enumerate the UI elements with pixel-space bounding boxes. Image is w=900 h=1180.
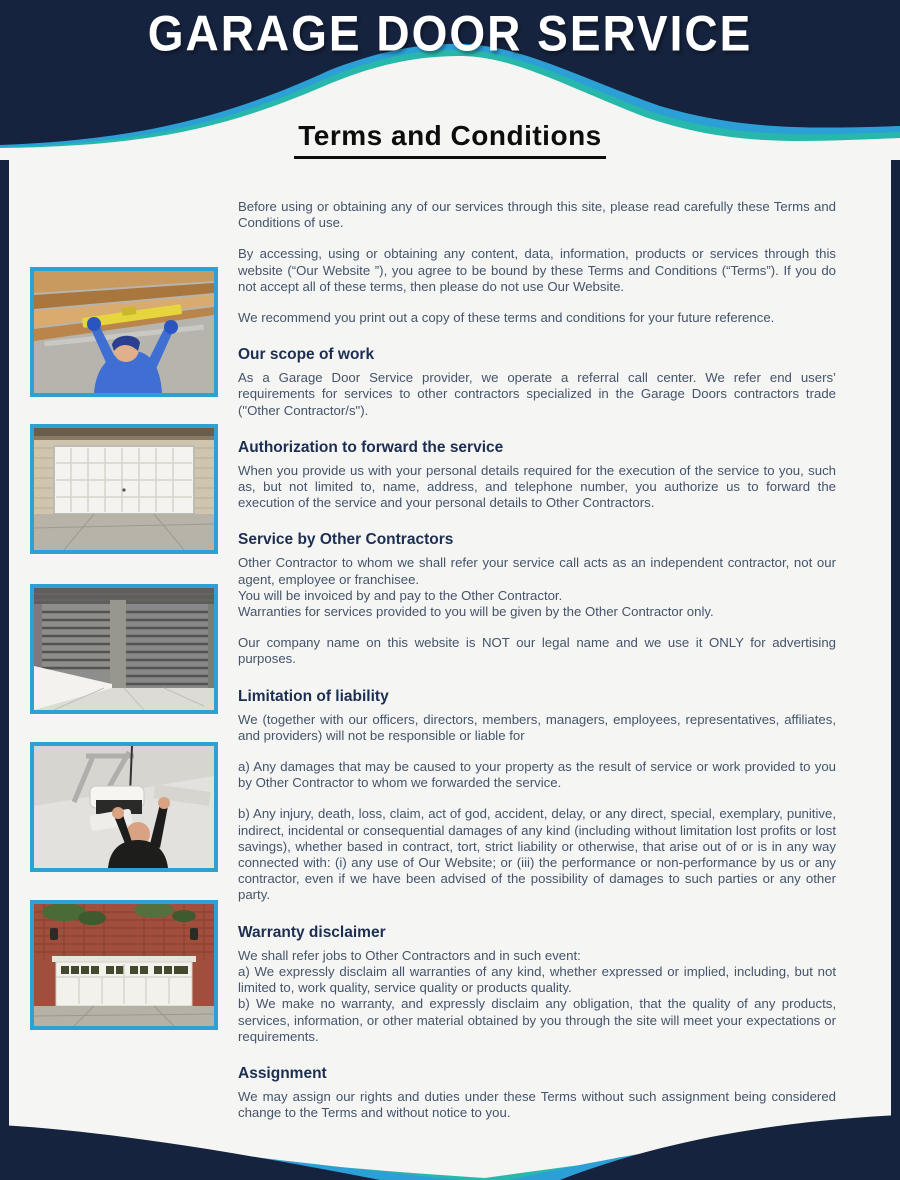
section-heading-limitation-of-liability: Limitation of liability — [238, 687, 389, 705]
liability-paragraph-1 — [238, 712, 836, 744]
paragraph-line: Before using or obtaining any of our services through this site, please read carefully these Terms and Conditions of use. — [238, 199, 836, 231]
paragraph-line: Warranties for services provided to you will be given by the Other Contractor only. — [238, 604, 714, 620]
intro-paragraph-3 — [238, 310, 836, 326]
paragraph-line: You will be invoiced by and pay to the Other Contractor. — [238, 587, 563, 603]
gray-roller-doors-image — [30, 584, 218, 714]
technician-ceiling-illustration — [34, 271, 214, 393]
section-heading-scope-of-work: Our scope of work — [238, 346, 375, 364]
paragraph-line: We recommend you print out a copy of these terms and conditions for your future reference. — [238, 310, 775, 326]
service-paragraph-1 — [238, 555, 836, 620]
terms-text-column — [238, 192, 836, 1136]
paragraph-line: Other Contractor to whom we shall refer your service call acts as an independent contractor, not our agent, employee or franchisee. — [238, 555, 836, 587]
intro-paragraph-1 — [238, 199, 836, 231]
section-heading-service-by-contractors: Service by Other Contractors — [238, 531, 454, 549]
paragraph-line: b) We make no warranty, and expressly disclaim any obligation, that the quality of any products, services, information, or other material obtained by you through the site will meet your expectations or requirements. — [238, 996, 836, 1044]
section-heading-warranty-disclaimer: Warranty disclaimer — [238, 923, 386, 941]
paragraph-line: We shall refer jobs to Other Contractors and in such event: — [238, 947, 581, 963]
opener-installation-illustration — [34, 746, 214, 868]
white-garage-door-image — [30, 424, 218, 554]
gray-roller-doors-illustration — [34, 588, 214, 710]
brick-house-garage-door-image — [30, 900, 218, 1030]
paragraph-line: Our company name on this website is NOT our legal name and we use it ONLY for advertising purposes. — [238, 635, 836, 667]
white-garage-door-illustration — [34, 428, 214, 550]
liability-paragraph-a — [238, 759, 836, 791]
brick-house-garage-door-illustration — [34, 904, 214, 1026]
paragraph-line: When you provide us with your personal details required for the execution of the service to you, such as, but not limited to, name, address, and telephone number, you authorize us to forward the execution of the service and your personal details to Other Contractors. — [238, 462, 836, 511]
paragraph-line: By accessing, using or obtaining any content, data, information, products or services through this website (“Our Website ”), you agree to be bound by these Terms and Conditions (“Terms”). If you do not accept all of these terms, then please do not use Our Website. — [238, 246, 836, 294]
scope-paragraph — [238, 370, 836, 419]
intro-paragraph-2 — [238, 246, 836, 295]
liability-paragraph-b — [238, 806, 836, 903]
page-heading: Terms and Conditions — [294, 120, 606, 159]
service-paragraph-2 — [238, 635, 836, 667]
paragraph-line: We (together with our officers, directors, members, managers, employees, representatives, affiliates, and providers) will not be responsible or liable for — [238, 711, 836, 743]
site-title: GARAGE DOOR SERVICE — [147, 5, 753, 62]
section-heading-authorization: Authorization to forward the service — [238, 438, 504, 456]
opener-installation-image — [30, 742, 218, 872]
paragraph-line: a) Any damages that may be caused to your property as the result of service or work provided to you by Other Contractor to whom we forwarded the service. — [238, 759, 836, 791]
paragraph-line: We may assign our rights and duties under these Terms without such assignment being considered change to the Terms and without notice to you. — [238, 1088, 836, 1121]
paragraph-line: As a Garage Door Service provider, we operate a referral call center. We refer end users’ requirements for services to other contractors specialized in the Garage Doors contractors trade ("Other Contractor/s"). — [238, 370, 836, 418]
warranty-paragraph — [238, 948, 836, 1045]
paragraph-line: a) We expressly disclaim all warranties of any kind, whether expressed or implied, including, but not limited to, work quality, service quality or products quality. — [238, 963, 836, 996]
section-heading-assignment: Assignment — [238, 1064, 327, 1082]
footer-wave-graphic — [0, 1060, 900, 1180]
paragraph-line: b) Any injury, death, loss, claim, act of god, accident, delay, or any direct, special, exemplary, punitive, indirect, incidental or consequential damages of any kind (including without limitation lost profits or lost savings), whether based in contract, tort, strict liability or otherwise, that arise out of or is in any way connected with: (i) any use of Our Website; or (iii) the performance or non-performance by us or any contractor, even if we have been advised of the possibility of damages to such parties or any other party. — [238, 806, 836, 903]
technician-ceiling-installation-image — [30, 267, 218, 397]
authorization-paragraph — [238, 463, 836, 512]
page-heading-wrap — [0, 120, 900, 159]
